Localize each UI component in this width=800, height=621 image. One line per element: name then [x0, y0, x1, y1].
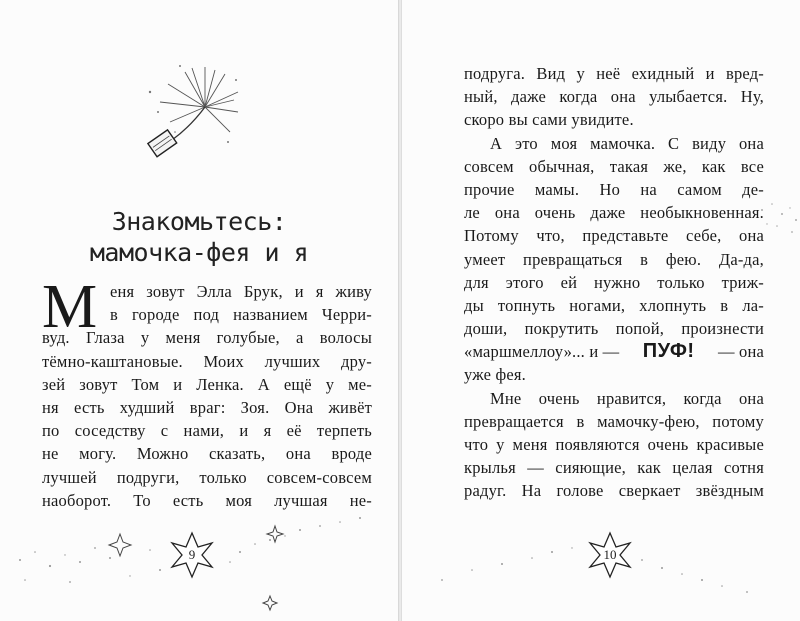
text-line: тёмно-каштановые. Моих лучших дру-: [42, 351, 372, 371]
text-line: Потому что, представьте себе, она: [464, 226, 764, 246]
text-line: наоборот. То есть моя лучшая не-: [42, 490, 372, 510]
text-line: по соседству с нами, и я её терпеть: [42, 421, 372, 441]
text-line: совсем обычная, такая же, как все: [464, 156, 764, 176]
chapter-title-line2: мамочка-фея и я: [89, 238, 309, 267]
text-line: зей зовут Том и Ленка. А ещё у ме-: [42, 374, 372, 394]
page-number: 10: [603, 547, 617, 562]
puf-word: ПУФ!: [642, 340, 695, 363]
left-page-text: [42, 273, 372, 512]
text-line-puf: [464, 340, 764, 363]
chapter-title-line1: Знакомьтесь:: [111, 207, 287, 236]
text-line: подруга. Вид у неё ехидный и вред-: [464, 64, 764, 83]
text-line: лучшей подруги, только совсем-совсем: [42, 467, 372, 487]
text-line: уже фея.: [464, 365, 526, 385]
text-line: не могу. Можно сказать, она вроде: [42, 444, 372, 464]
left-page: [0, 0, 398, 621]
text-line: ный, даже когда она улыбается. Ну,: [464, 87, 764, 107]
text-line: крылья — сияющие, как целая сотня: [464, 458, 764, 478]
drop-cap: М: [42, 273, 98, 341]
text-line: радуг. На голове сверкает звёздным: [464, 481, 764, 501]
text-line: умеет превращаться в фею. Да-да,: [464, 249, 764, 269]
sparkler-illustration: [130, 62, 240, 182]
text-line: А это моя мамочка. С виду она: [490, 133, 764, 153]
text-line: для этого ей нужно только триж-: [464, 272, 764, 292]
puf-line-after: — она: [717, 342, 764, 362]
text-line: превращается в мамочку-фею, потому: [464, 411, 764, 431]
text-line: в городе под названием Черри-: [110, 305, 372, 325]
text-line: вуд. Глаза у меня голубые, а волосы: [42, 328, 372, 348]
puf-line-before: «маршмеллоу»... и —: [464, 342, 620, 362]
text-line: ле она очень даже необыкновенная.: [464, 203, 764, 223]
text-line: что у меня появляются очень красивые: [464, 435, 764, 454]
text-line: ня есть худший враг: Зоя. Она живёт: [42, 397, 372, 417]
text-line: Мне очень нравится, когда она: [490, 388, 764, 408]
text-line: ды топнуть ногами, хлопнуть в ла-: [464, 295, 764, 315]
text-line: еня зовут Элла Брук, и я живу: [110, 282, 372, 301]
text-line: доши, покрутить попой, произнести: [464, 319, 764, 339]
text-line: скоро вы сами увидите.: [464, 110, 634, 130]
right-page-text: [464, 62, 764, 503]
text-line: прочие мамы. Но на самом де-: [464, 179, 764, 199]
page-number: 9: [188, 547, 196, 562]
